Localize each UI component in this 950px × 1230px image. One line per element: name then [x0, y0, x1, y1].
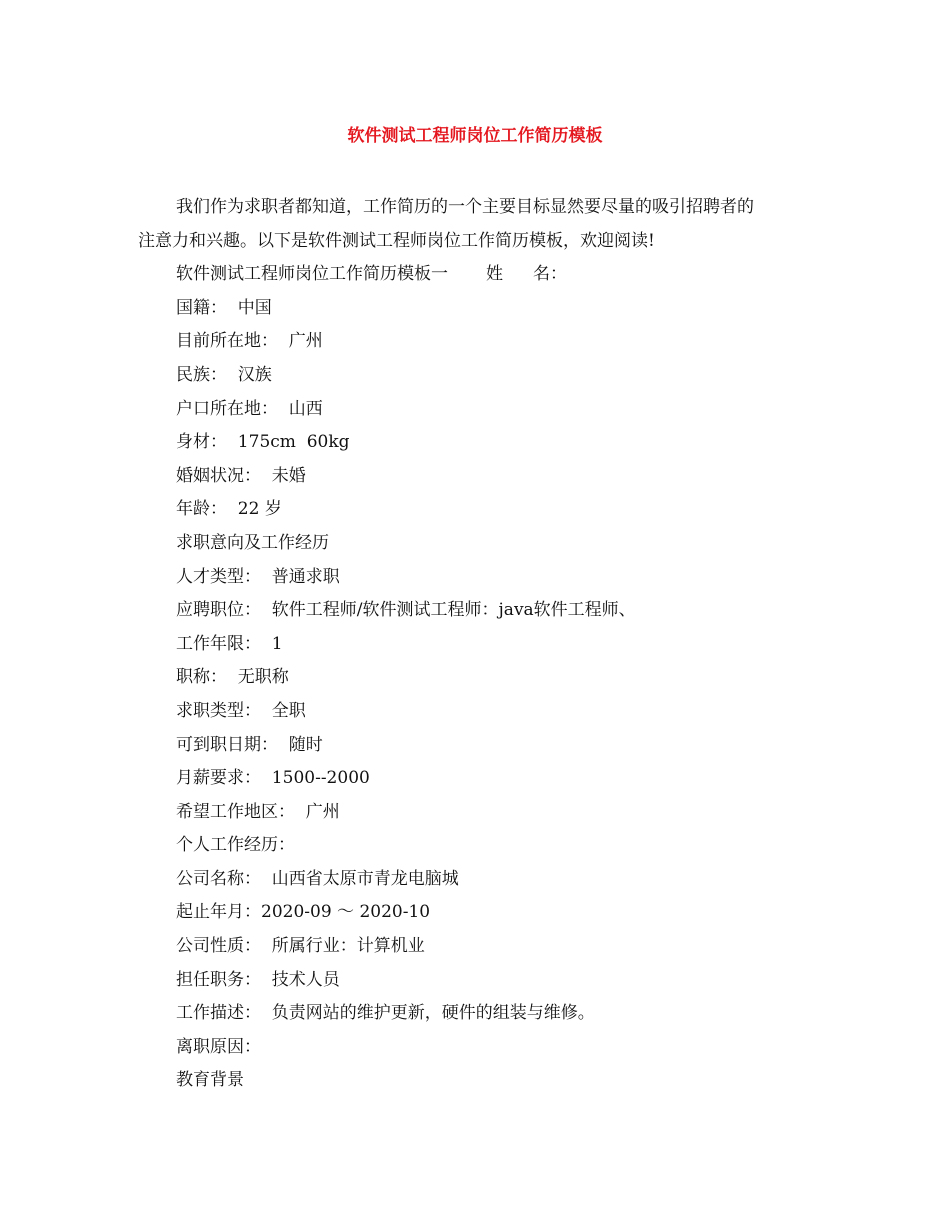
field-available-date: 可到职日期： 随时 — [176, 734, 323, 755]
name-label-char2: 名： — [533, 264, 567, 285]
field-leave-reason: 离职原因： — [176, 1036, 261, 1057]
document-body — [138, 191, 818, 1098]
section-work-experience: 个人工作经历： — [176, 835, 295, 856]
field-current-location: 目前所在地： 广州 — [176, 331, 323, 352]
field-talent-type: 人才类型： 普通求职 — [176, 566, 340, 587]
section-education: 教育背景 — [176, 1070, 244, 1091]
field-marital-status: 婚姻状况： 未婚 — [176, 465, 306, 486]
field-job-title: 职称： 无职称 — [176, 667, 289, 688]
field-company-nature: 公司性质： 所属行业：计算机业 — [176, 936, 425, 957]
field-applied-position: 应聘职位： 软件工程师/软件测试工程师：java软件工程师、 — [176, 600, 636, 621]
field-company-name: 公司名称： 山西省太原市青龙电脑城 — [176, 868, 459, 889]
field-age: 年龄： 22 岁 — [176, 499, 282, 520]
resume-heading-text: 软件测试工程师岗位工作简历模板一 — [176, 264, 448, 285]
field-job-type: 求职类型： 全职 — [176, 700, 306, 721]
field-period: 起止年月：2020-09 ～ 2020-10 — [176, 902, 431, 923]
field-salary: 月薪要求： 1500--2000 — [176, 768, 370, 789]
resume-heading — [176, 258, 818, 292]
intro-line-2: 注意力和兴趣。以下是软件测试工程师岗位工作简历模板，欢迎阅读! — [138, 230, 655, 251]
field-physique: 身材： 175cm 60kg — [176, 432, 350, 453]
section-job-intention: 求职意向及工作经历 — [176, 532, 329, 553]
field-ethnicity: 民族： 汉族 — [176, 364, 272, 385]
intro-line-1: 我们作为求职者都知道，工作简历的一个主要目标显然要尽量的吸引招聘者的 — [176, 197, 754, 217]
field-job-description: 工作描述： 负责网站的维护更新，硬件的组装与维修。 — [176, 1003, 595, 1024]
document-title: 软件测试工程师岗位工作简历模板 — [347, 126, 603, 146]
field-work-years: 工作年限： 1 — [176, 633, 283, 654]
name-label-char1: 姓 — [486, 264, 503, 285]
field-household-location: 户口所在地： 山西 — [176, 398, 323, 419]
field-nationality: 国籍： 中国 — [176, 297, 272, 318]
field-position-held: 担任职务： 技术人员 — [176, 969, 340, 990]
field-desired-area: 希望工作地区： 广州 — [176, 801, 340, 822]
